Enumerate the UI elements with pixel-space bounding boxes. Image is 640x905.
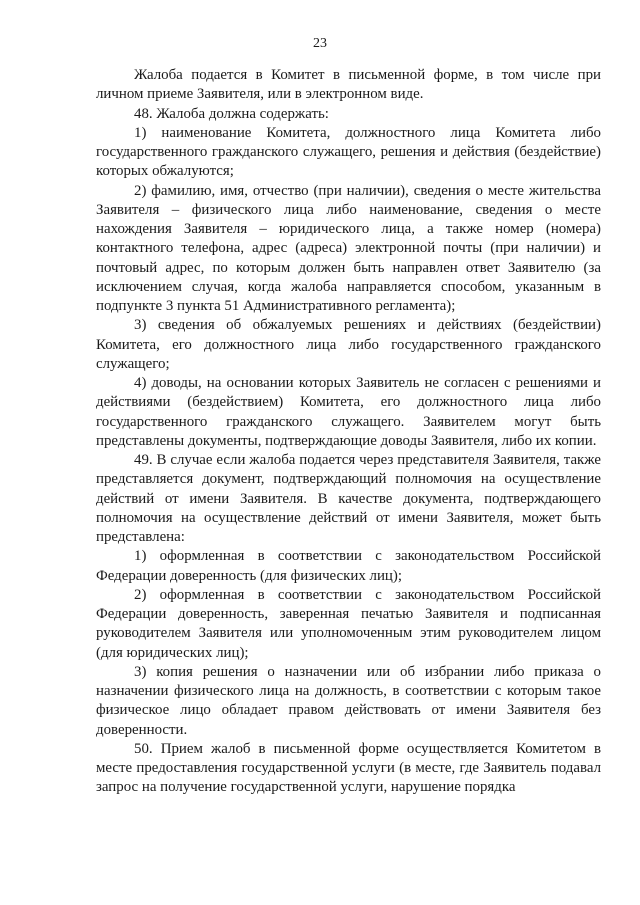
page-number: 23	[313, 36, 327, 51]
paragraph-49-item-2: 2) оформленная в соответствии с законодательством Российской Федерации доверенность, заверенная печатью Заявителя и подписанная руководителем Заявителя или уполномоченным этим руководителем лицом (для юридических лиц);	[96, 586, 601, 661]
paragraph-49: 49. В случае если жалоба подается через представителя Заявителя, также представляется документ, подтверждающий полномочия на осуществление действий от имени Заявителя. В качестве документа, подтверждающего полномочия на осуществление действий от имени Заявителя, может быть представлена:	[96, 452, 601, 545]
paragraph-48-item-1: 1) наименование Комитета, должностного лица Комитета либо государственного гражданского служащего, решения и действия (бездействие) которых обжалуются;	[96, 124, 601, 180]
paragraph-49-item-3: 3) копия решения о назначении или об избрании либо приказа о назначении физического лица на должность, в соответствии с которым такое физическое лицо обладает правом действовать от имени Заявителя без доверенности.	[96, 663, 601, 738]
paragraph-complaint-form: Жалоба подается в Комитет в письменной форме, в том числе при личном приеме Заявителя, или в электронном виде.	[96, 67, 601, 103]
paragraph-48-item-3: 3) сведения об обжалуемых решениях и действиях (бездействии) Комитета, его должностного лица либо государственного гражданского служащего;	[96, 317, 601, 372]
paragraph-48-heading: 48. Жалоба должна содержать:	[134, 105, 329, 122]
document-body	[96, 66, 601, 798]
paragraph-50: 50. Прием жалоб в письменной форме осуществляется Комитетом в месте предоставления государственной услуги (в месте, где Заявитель подавал запрос на получение государственной услуги, нарушение порядка	[96, 740, 601, 796]
paragraph-49-item-1: 1) оформленная в соответствии с законодательством Российской Федерации доверенность (для физических лиц);	[96, 548, 601, 584]
paragraph-48-item-2: 2) фамилию, имя, отчество (при наличии), сведения о месте жительства Заявителя – физического лица либо наименование, сведения о месте нахождения Заявителя – юридического лица, а также номер (номера) контактного телефона, адрес (адреса) электронной почты (при наличии) и почтовый адрес, по которым должен быть направлен ответ Заявителю (за исключением случая, когда жалоба направляется способом, указанным в подпункте 3 пункта 51 Административного регламента);	[96, 182, 601, 314]
paragraph-48-item-4: 4) доводы, на основании которых Заявитель не согласен с решениями и действиями (бездействием) Комитета, его должностного лица либо государственного гражданского служащего. Заявителем могут быть представлены документы, подтверждающие доводы Заявителя, либо их копии.	[96, 375, 601, 449]
